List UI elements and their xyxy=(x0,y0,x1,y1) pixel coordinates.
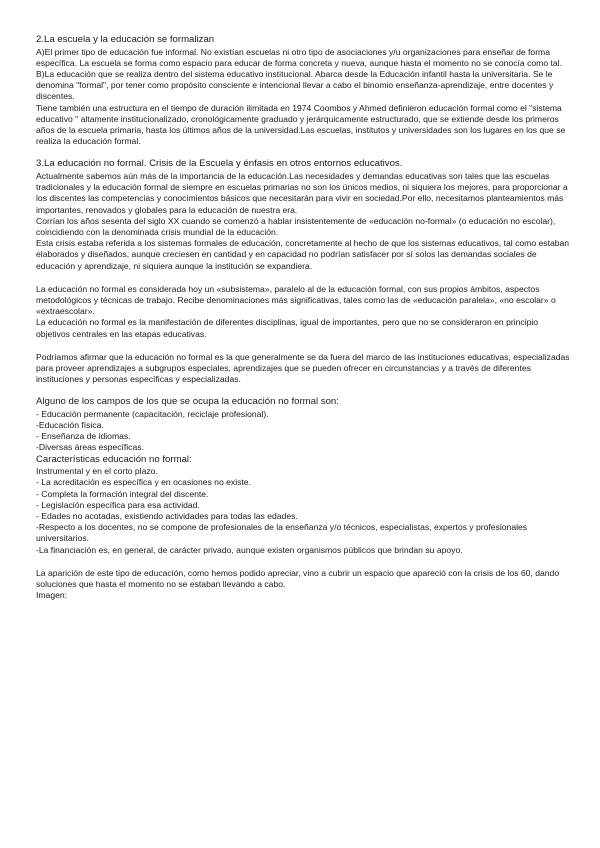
section-2-heading: 2.La escuela y la educación se formalizan xyxy=(36,34,215,45)
section-2-paragraph-a: A)El primer tipo de educación fue informal. No existían escuelas ni otro tipo de asociaciones y/u organizaciones para enseñar de forma específica. La escuela se forma como espacio para educar de forma concreta y nueva, aunque hasta el momento no se conocía como tal. xyxy=(36,46,562,68)
image-label: Imagen: xyxy=(36,590,68,601)
list-item: -Educación física. xyxy=(36,420,104,431)
section-3-paragraph-3: Esta crisis estaba referida a los sistemas formales de educación, concretamente al hecho de que los sistemas educativos, tal como estaban elaborados y diseñados, aunque creciesen en cantidad y en capacidad no podrían satisfacer por sí solos las demandas sociales de educación y aprendizaje, ni siquiera aunque la institución se expandiera. xyxy=(36,238,570,271)
list-item: - Completa la formación integral del discente. xyxy=(36,488,209,499)
section-3-heading: 3.La educación no formal. Crisis de la Escuela y énfasis en otros entornos educativos. xyxy=(36,158,403,170)
list-item: -La financiación es, en general, de carácter privado, aunque existen organismos públicos que brindan su apoyo. xyxy=(36,544,463,555)
section-3-paragraph-6: Podríamos afirmar que la educación no formal es la que generalmente se da fuera del marco de las instituciones educativas, especializadas para proveer aprendizajes a subgrupos especiales, aprendizajes que se pueden ofrecer en circunstancias y a través de diferentes instituciones y personas específicas y especializadas. xyxy=(36,351,570,385)
fields-list xyxy=(36,409,570,454)
fields-heading: Alguno de los campos de los que se ocupa la educación no formal son: xyxy=(36,396,339,408)
section-3-paragraph-5: La educación no formal es la manifestación de diferentes disciplinas, igual de importantes, pero que no se consideraron en principio objetivos centrales en las etapas educativas. xyxy=(36,317,539,339)
closing-paragraph: La aparición de este tipo de educación, como hemos podido apreciar, vino a cubrir un espacio que apareció con la crisis de los 60, dando soluciones que hasta el momento no se estaban llevando a cabo. xyxy=(36,567,560,589)
list-item: - Educación permanente (capacitación, reciclaje profesional). xyxy=(36,408,269,419)
list-item: -Diversas áreas específicas. xyxy=(36,442,144,453)
list-item: - Edades no acotadas, existiendo actividades para todas las edades. xyxy=(36,510,298,521)
section-3-paragraph-2: Corrían los años sesenta del siglo XX cuando se comenzó a hablar insistentemente de «educación no-formal» (o educación no escolar), coincidiendo con la denominada crisis mundial de la educación. xyxy=(36,215,556,238)
section-3-paragraph-1: Actualmente sabemos aún más de la importancia de la educación.Las necesidades y demandas educativas son tales que las escuelas tradicionales y la educación formal de siempre en escuelas primarias no son los únicos medios, ni siquiera los mejores, para proporcionar a los discentes las competencias y conocimientos básicos que necesitarán para vivir en sociedad.Por ello, necesitamos planteamientos más importantes, renovados y globales para la educación de nuestra era. xyxy=(36,171,568,215)
list-item: - La acreditación es específica y en ocasiones no existe. xyxy=(36,477,251,488)
list-item: Instrumental y en el corto plazo. xyxy=(36,466,158,477)
list-item: - Legislación específica para esa actividad. xyxy=(36,499,200,510)
section-2-paragraph-b: B)La educación que se realiza dentro del sistema educativo institucional. Abarca desde la Educación infantil hasta la universitaria. Se le denomina "formal", por tener como propósito consciente e intencional llevar a cabo el binomio enseñanza-aprendizaje, entre docentes y discentes. xyxy=(36,69,554,102)
characteristics-heading: Características educación no formal: xyxy=(36,453,192,465)
section-3-paragraph-4: La educación no formal es considerada hoy un «subsistema», paralelo al de la educación formal, con sus propios ámbitos, aspectos metodológicos y técnicas de trabajo. Recibe denominaciones más significativas, tales como las de «educación paralela», «no escolar» o «extraescolar». xyxy=(36,283,556,317)
section-2-paragraph-c: Tiene también una estructura en el tiempo de duración ilimitada en 1974 Coombos y Ahmed definieron educación formal como el "sistema educativo " altamente institucionalizado, cronológicamente graduado y jerárquicamente estructurado, que se extiende desde los primeros años de la escuela primaria, hasta los últimos años de la universidad.Las escuelas, institutos y universidades son los lugares en los que se realiza la educación formal. xyxy=(36,102,566,147)
list-item: - Enseñanza de idiomas. xyxy=(36,431,131,442)
list-item: -Respecto a los docentes, no se compone de profesionales de la enseñanza y/o técnicos, especialistas, expertos y profesionales universitarios. xyxy=(36,522,528,544)
characteristics-list xyxy=(36,466,570,556)
